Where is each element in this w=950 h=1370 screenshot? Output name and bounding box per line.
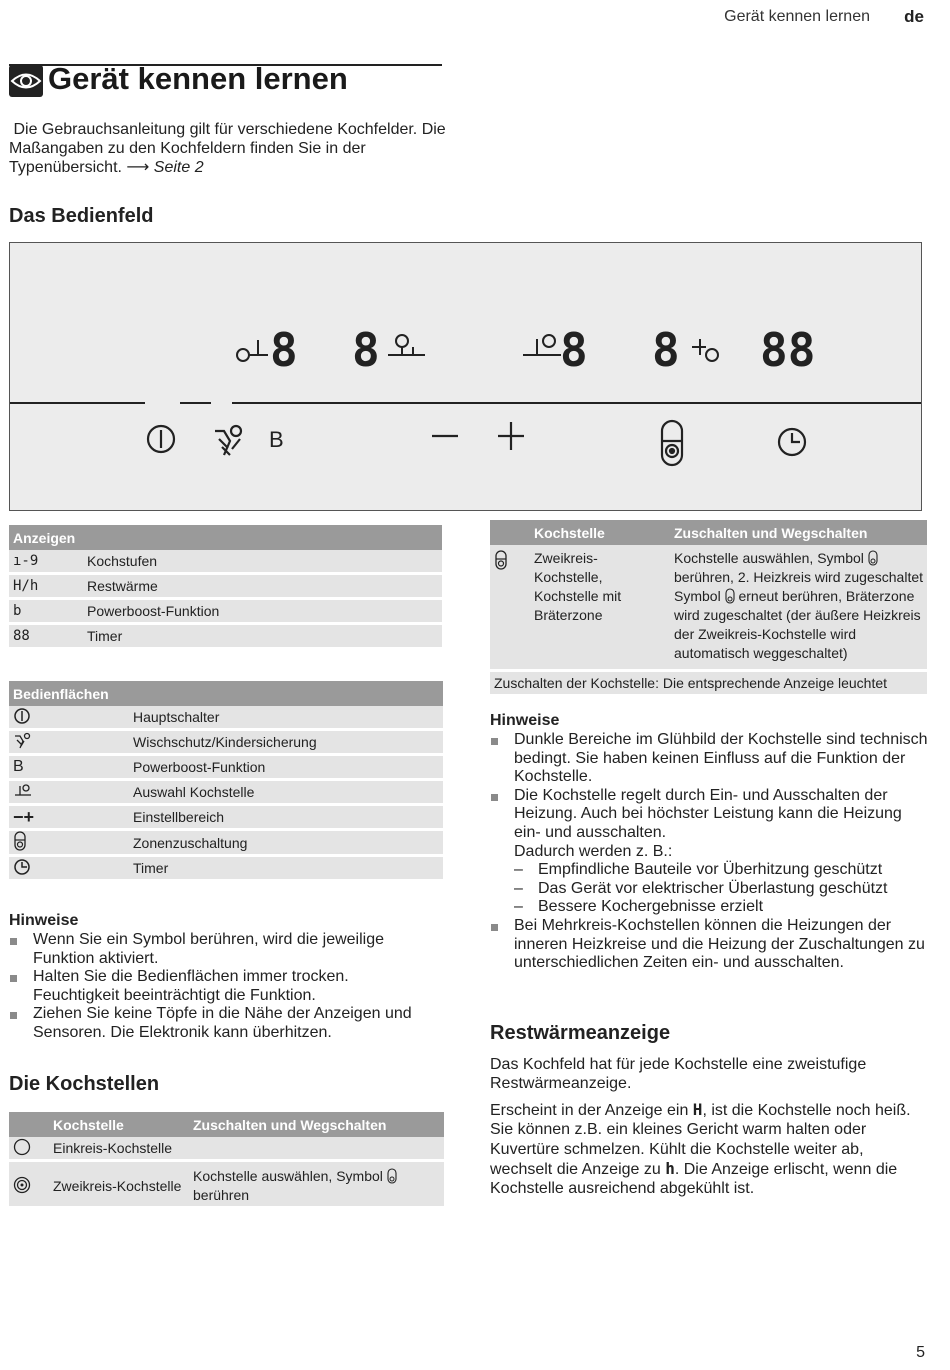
- label-cell: Wischschutz/Kindersicherung: [129, 730, 443, 755]
- anzeigen-table: [9, 525, 442, 650]
- label-cell: Zweikreis-Kochstelle, Kochstelle mit Bräterzone: [530, 545, 670, 671]
- column-header: Kochstelle: [530, 520, 670, 545]
- label-cell: Hauptschalter: [129, 706, 443, 730]
- hob-select-icon: [523, 335, 561, 355]
- running-header-section: Gerät kennen lernen: [724, 8, 870, 25]
- action-text: Symbol: [674, 588, 721, 604]
- label-cell: Kochstufen: [83, 550, 442, 574]
- text-span: , ist die Kochstelle noch heiß. Sie können z.B. ein kleines Gericht warm halten oder Kuvertüre schmelzen. Kühlt die Kochstelle weiter ab, wechselt die Anzeige zu: [490, 1102, 911, 1178]
- label-cell: Auswahl Kochstelle: [129, 780, 443, 805]
- column-header: Zuschalten und Wegschalten: [670, 520, 927, 545]
- kochstellen-table: [9, 1112, 444, 1209]
- dual-circuit-icon: [9, 1161, 49, 1208]
- page-title: Gerät kennen lernen: [48, 61, 348, 96]
- zone-icon: [490, 545, 530, 671]
- zone-icon: [9, 830, 129, 856]
- section-heading-bedienfeld: Das Bedienfeld: [9, 205, 154, 227]
- table-footer: Zuschalten der Kochstelle: Die entsprechende Anzeige leuchtet: [490, 671, 927, 696]
- list-item-text: Die Kochstelle regelt durch Ein- und Ausschalten der Heizung. Auch bei höchster Leistung kann die Heizung ein- und ausschalten.: [514, 786, 902, 841]
- notes-list: [9, 931, 434, 1043]
- action-text: Kochstelle auswählen, Symbol: [674, 550, 864, 566]
- symbol-cell: b: [9, 599, 83, 624]
- timer-icon: [9, 856, 129, 881]
- hob-display: 8: [270, 323, 300, 377]
- list-item: Ziehen Sie keine Töpfe in die Nähe der Anzeigen und Sensoren. Die Elektronik kann überhitzen.: [9, 1005, 434, 1042]
- table-header: Bedienflächen: [9, 681, 443, 706]
- hob-select-icon: [692, 339, 718, 361]
- b-icon: B: [9, 755, 129, 780]
- page-number: 5: [916, 1344, 925, 1361]
- hob-display: 8: [352, 323, 380, 377]
- column-header: Zuschalten und Wegschalten: [189, 1112, 444, 1137]
- residual-heat-H-symbol: H: [692, 1100, 703, 1119]
- dash-list: [514, 861, 930, 917]
- eye-icon: [9, 65, 43, 97]
- list-item: [490, 787, 930, 917]
- list-item: Halten Sie die Bedienflächen immer trocken. Feuchtigkeit beeinträchtigt die Funktion.: [9, 968, 434, 1005]
- hob-select-icon: [9, 780, 129, 805]
- wipe-protect-icon: [215, 426, 241, 455]
- notes-heading: Hinweise: [9, 912, 79, 929]
- label-cell: Timer: [129, 856, 443, 881]
- label-cell: Restwärme: [83, 574, 442, 599]
- symbol-cell: H/h: [9, 574, 83, 599]
- text-span: . Die Anzeige erlischt, wenn die Kochstelle ausreichend abgekühlt ist.: [490, 1160, 898, 1198]
- residual-heat-h-symbol: h: [665, 1158, 675, 1178]
- intro-text: Die Gebrauchsanleitung gilt für verschiedene Kochfelder. Die Maßangaben zu den Kochfeldern finden Sie in der Typenübersicht. ⟶: [9, 121, 446, 176]
- label-cell: Timer: [83, 624, 442, 649]
- page-reference-link[interactable]: Seite 2: [153, 159, 204, 176]
- hob-select-icon: [388, 335, 425, 355]
- action-text: erneut berühren, Bräterzone wird zugeschaltet (der äußere Heizkreis der Zweikreis-Kochstelle wird automatisch weggeschaltet): [674, 588, 921, 661]
- zone-icon: [725, 588, 735, 604]
- zone-icon: [868, 550, 878, 566]
- notes-heading: Hinweise: [490, 712, 560, 729]
- list-item-subtext: Dadurch werden z. B.:: [514, 842, 673, 860]
- text-span: Erscheint in der Anzeige ein: [490, 1102, 693, 1119]
- action-text: berühren: [193, 1187, 250, 1203]
- column-header: Kochstelle: [49, 1112, 189, 1137]
- restwaerme-paragraph: Das Kochfeld hat für jede Kochstelle eine zweistufige Restwärmeanzeige.: [490, 1056, 867, 1093]
- zuschalten-table: [490, 520, 927, 697]
- intro-paragraph: [9, 120, 449, 177]
- section-heading-restwaerme: Restwärmeanzeige: [490, 1022, 671, 1044]
- minus-plus-icon: −+: [9, 805, 129, 830]
- action-text: berühren, 2. Heizkreis wird zugeschaltet: [674, 569, 924, 585]
- control-panel-illustration: [9, 242, 922, 511]
- table-header: Anzeigen: [9, 525, 442, 550]
- bedienflaechen-table: [9, 681, 443, 882]
- timer-display: 88: [760, 323, 816, 377]
- dash-item: – Das Gerät vor elektrischer Überlastung geschützt: [514, 880, 930, 899]
- label-cell: Zweikreis-Kochstelle: [49, 1161, 189, 1208]
- symbol-cell: 88: [9, 624, 83, 649]
- label-cell: Zonenzuschaltung: [129, 830, 443, 856]
- hob-display: 8: [652, 323, 680, 377]
- list-item: Bei Mehrkreis-Kochstellen können die Heizungen der inneren Heizkreise und die Heizung der Zuschaltungen zu unterschiedlichen Zeiten ein- und ausschalten.: [490, 917, 930, 973]
- wipe-protect-icon: [9, 730, 129, 755]
- powerboost-label: B: [269, 427, 284, 452]
- notes-list: [490, 731, 930, 973]
- header-spacer: [490, 520, 530, 545]
- section-heading-kochstellen: Die Kochstellen: [9, 1073, 160, 1095]
- action-cell: [189, 1161, 444, 1208]
- action-cell: [670, 545, 927, 671]
- label-cell: Powerboost-Funktion: [129, 755, 443, 780]
- list-item: Dunkle Bereiche im Glühbild der Kochstelle sind technisch bedingt. Sie haben keinen Einfluss auf die Funktion der Kochstelle.: [490, 731, 930, 787]
- language-code: de: [904, 7, 924, 26]
- label-cell: Powerboost-Funktion: [83, 599, 442, 624]
- hob-select-icon: [237, 340, 268, 361]
- zone-icon: [662, 421, 682, 465]
- dash-item: – Empfindliche Bauteile vor Überhitzung geschützt: [514, 861, 930, 880]
- header-spacer: [9, 1112, 49, 1137]
- symbol-cell: ı-9: [9, 550, 83, 574]
- label-cell: Einkreis-Kochstelle: [49, 1137, 189, 1161]
- hob-display: 8: [560, 323, 588, 377]
- restwaerme-paragraph: [490, 1100, 930, 1198]
- list-item: Wenn Sie ein Symbol berühren, wird die jeweilige Funktion aktiviert.: [9, 931, 434, 968]
- dash-item: – Bessere Kochergebnisse erzielt: [514, 898, 930, 917]
- single-circuit-icon: [9, 1137, 49, 1161]
- zone-icon: [387, 1168, 397, 1184]
- action-text: Kochstelle auswählen, Symbol: [193, 1168, 383, 1184]
- action-cell: [189, 1137, 444, 1161]
- label-cell: Einstellbereich: [129, 805, 443, 830]
- power-icon: [9, 706, 129, 730]
